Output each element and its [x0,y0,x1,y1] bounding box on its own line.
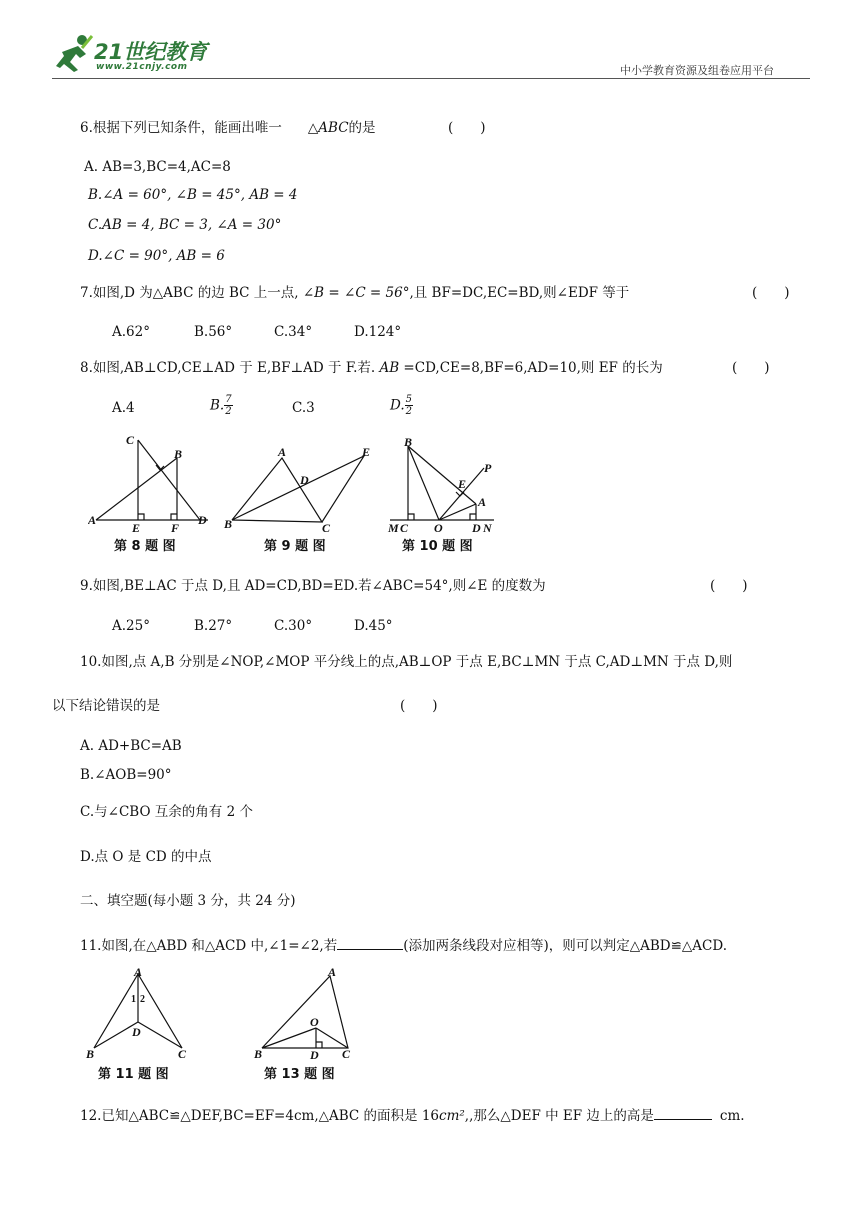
fig11-label-1: 1 [131,994,136,1005]
q8-stem: 8.如图,AB⊥CD,CE⊥AD 于 E,BF⊥AD 于 F.若. AB =CD,CE=8,BF=6,AD=10,则 EF 的长为 [80,360,663,376]
fig9-label-b: B [224,517,233,531]
figure-11 [84,966,192,1088]
fig10-label-p: P [484,461,492,475]
fig10-label-o: O [434,521,443,535]
fig8-label-a: A [88,513,97,527]
q8-option-c: C.3 [292,400,315,416]
figure-13 [252,966,364,1088]
fig13-label-d: D [310,1048,319,1062]
q6-stem: 6.根据下列已知条件，能画出唯一 △ABC的是 [80,120,376,136]
fig8-label-e: E [132,521,141,535]
fig10-label-a: A [478,495,487,509]
q6-answer-paren: ( ) [448,120,486,136]
q6-option-d: D.∠C = 90°, AB = 6 [88,248,225,264]
q9-option-b: B.27° [194,618,233,634]
q12-stem: 12.已知△ABC≌△DEF,BC=EF=4cm,△ABC 的面积是 16cm²,,那么△DEF 中 EF 边上的高是 cm. [80,1108,745,1124]
fig10-caption: 第 10 题 图 [402,539,473,554]
logo-text: 21世纪教育 [94,40,208,64]
fig11-label-d: D [132,1025,141,1039]
q11-answer-blank[interactable] [337,937,403,950]
q7-option-c: C.34° [274,324,313,340]
fig9-label-d: D [300,473,309,487]
q7-option-b: B.56° [194,324,233,340]
fig13-label-o: O [310,1015,319,1029]
figure-8 [88,432,216,562]
q10-option-c: C.与∠CBO 互余的角有 2 个 [80,804,253,820]
figure-10 [384,432,500,562]
fig13-caption: 第 13 题 图 [264,1067,335,1082]
logo [52,32,232,76]
fig10-label-n: N [483,521,492,535]
q9-option-d: D.45° [354,618,393,634]
q10-option-d: D.点 O 是 CD 的中点 [80,849,212,865]
fig8-label-d: D [198,513,207,527]
q7-stem: 7.如图,D 为△ABC 的边 BC 上一点, ∠B = ∠C = 56°,且 BF=DC,EC=BD,则∠EDF 等于 [80,285,630,301]
fig11-caption: 第 11 题 图 [98,1067,169,1082]
fig10-label-e: E [458,477,467,491]
q10-option-a: A. AD+BC=AB [80,738,182,754]
figure-9 [222,442,378,562]
q10-answer-paren: ( ) [400,698,438,714]
q7-option-a: A.62° [112,324,150,340]
fig13-label-b: B [254,1047,263,1061]
fig11-label-b: B [86,1047,95,1061]
fig10-label-m: M [388,521,399,535]
q9-option-a: A.25° [112,618,150,634]
q8-option-a: A.4 [112,400,135,416]
fig8-label-b: B [174,447,183,461]
q9-option-c: C.30° [274,618,313,634]
logo-url: www.21cnjy.com [96,62,188,72]
q8-option-d: D. $\frac{5}{2}$ [390,394,413,417]
fig11-label-c: C [178,1047,187,1061]
q6-option-a: A. AB=3,BC=4,AC=8 [84,159,231,175]
fig9-label-e: E [362,445,371,459]
fig10-label-d: D [472,521,481,535]
q7-answer-paren: ( ) [752,285,790,301]
fig13-label-a: A [328,966,337,979]
q11-stem: 11.如图,在△ABD 和△ACD 中,∠1=∠2,若 (添加两条线段对应相等)，则可以判定△ABD≌△ACD. [80,938,728,954]
q6-option-c: C.AB = 4, BC = 3, ∠A = 30° [88,217,282,233]
fig8-label-c: C [126,433,135,447]
q6-option-b: B.∠A = 60°, ∠B = 45°, AB = 4 [88,187,298,203]
fig11-label-a: A [134,966,143,979]
q10-stem: 10.如图,点 A,B 分别是∠NOP,∠MOP 平分线上的点,AB⊥OP 于点 E,BC⊥MN 于点 C,AD⊥MN 于点 D,则 [80,654,733,670]
q7-option-d: D.124° [354,324,402,340]
fig9-caption: 第 9 题 图 [264,539,326,554]
q8-option-b: B. $\frac{7}{2}$ [210,394,232,417]
fig9-label-a: A [278,445,287,459]
platform-name: 中小学教育资源及组卷应用平台 [620,64,774,77]
fig13-label-c: C [342,1047,351,1061]
fig8-label-f: F [171,521,180,535]
q8-answer-paren: ( ) [732,360,770,376]
fig10-label-c: C [400,521,409,535]
fig11-label-2: 2 [140,994,145,1005]
q10-option-b: B.∠AOB=90° [80,767,172,783]
q9-stem: 9.如图,BE⊥AC 于点 D,且 AD=CD,BD=ED.若∠ABC=54°,则∠E 的度数为 [80,578,546,594]
fig9-label-c: C [322,521,331,535]
runner-logo-icon [52,32,96,76]
fig8-caption: 第 8 题 图 [114,539,176,554]
fig10-label-b: B [404,435,413,449]
q10-stem-line2: 以下结论错误的是 [52,698,160,714]
q9-answer-paren: ( ) [710,578,748,594]
q12-answer-blank[interactable] [654,1107,712,1120]
section-2-title: 二、填空题(每小题 3 分，共 24 分) [80,893,296,909]
header-divider [52,78,810,79]
